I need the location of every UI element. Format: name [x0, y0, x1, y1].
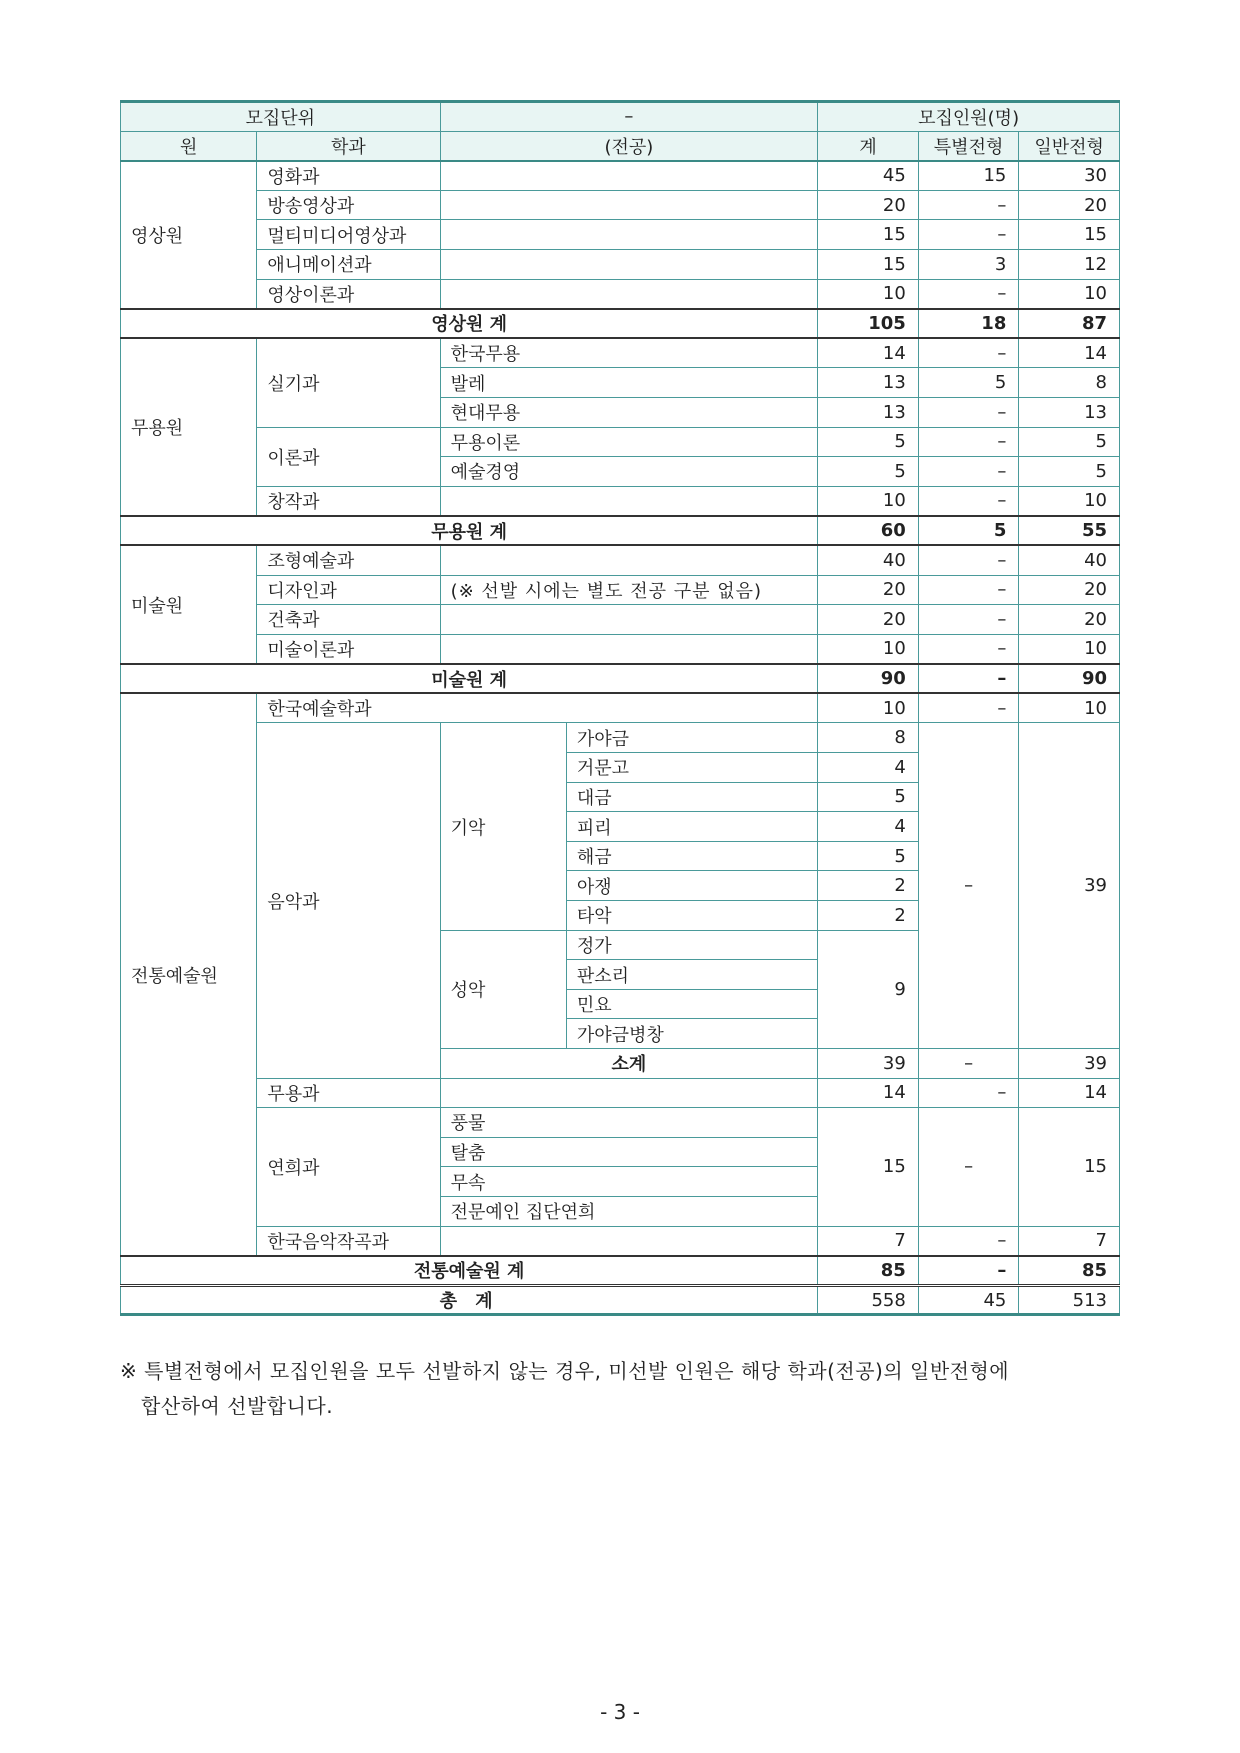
total-cell: 45: [818, 161, 919, 191]
major-cell: [440, 279, 818, 309]
header-count-group: 모집인원(명): [818, 102, 1120, 132]
total-cell: 5: [818, 782, 919, 812]
general-cell: 30: [1019, 161, 1120, 191]
header-dept: 학과: [257, 131, 440, 161]
dept-cell: 애니메이션과: [257, 249, 440, 279]
dept-cell: 한국음악작곡과: [257, 1226, 440, 1256]
dept-cell: 방송영상과: [257, 190, 440, 220]
art-sum-row: [121, 664, 1120, 694]
theater-total: 15: [818, 1108, 919, 1226]
vocal-cell: 가야금병창: [566, 1019, 817, 1049]
general-cell: 12: [1019, 249, 1120, 279]
table-header-row-2: [121, 131, 1120, 161]
general-cell: 20: [1019, 575, 1120, 605]
total-cell: 4: [818, 753, 919, 783]
special-cell: 5: [918, 368, 1019, 398]
grand-total-total: 558: [818, 1285, 919, 1315]
subtotal-general: 39: [1019, 1049, 1120, 1079]
dept-cell: 연희과: [257, 1108, 440, 1226]
instrument-cell: 거문고: [566, 753, 817, 783]
major-cell: [440, 545, 818, 575]
total-cell: 2: [818, 901, 919, 931]
dept-cell: 이론과: [257, 427, 440, 486]
table-row: [121, 279, 1120, 309]
special-cell: –: [918, 220, 1019, 250]
major-cell: 풍물: [440, 1108, 818, 1138]
special-cell: –: [918, 338, 1019, 368]
total-cell: 5: [818, 427, 919, 457]
music-special-cell: –: [918, 723, 1019, 1049]
vocal-cell: 정가: [566, 930, 817, 960]
general-cell: 10: [1019, 486, 1120, 516]
table-row: [121, 427, 1120, 457]
total-cell: 10: [818, 693, 919, 723]
table-row: [121, 161, 1120, 191]
general-cell: 10: [1019, 279, 1120, 309]
dept-cell: 한국예술학과: [257, 693, 818, 723]
dept-cell: 영상이론과: [257, 279, 440, 309]
special-cell: –: [918, 575, 1019, 605]
sum-special: –: [918, 664, 1019, 694]
major-cell: [440, 1078, 818, 1108]
vocal-cell: 판소리: [566, 960, 817, 990]
total-cell: 13: [818, 397, 919, 427]
table-row: [121, 249, 1120, 279]
theater-special: –: [918, 1108, 1019, 1226]
general-cell: 14: [1019, 1078, 1120, 1108]
sum-label: 영상원 계: [121, 309, 818, 339]
dept-cell: 음악과: [257, 723, 440, 1078]
header-total: 계: [818, 131, 919, 161]
sum-total: 105: [818, 309, 919, 339]
table-row: [121, 486, 1120, 516]
table-header-row-1: [121, 102, 1120, 132]
general-cell: 14: [1019, 338, 1120, 368]
dept-cell: 무용과: [257, 1078, 440, 1108]
major-cell: 한국무용: [440, 338, 818, 368]
general-cell: 8: [1019, 368, 1120, 398]
sum-label: 전통예술원 계: [121, 1256, 818, 1286]
dance-sum-row: [121, 516, 1120, 546]
major-cell: 탈춤: [440, 1137, 818, 1167]
special-cell: –: [918, 427, 1019, 457]
total-cell: 13: [818, 368, 919, 398]
grand-total-general: 513: [1019, 1285, 1120, 1315]
special-cell: –: [918, 397, 1019, 427]
footnote: [120, 1354, 1120, 1424]
total-cell: 14: [818, 338, 919, 368]
sum-special: 5: [918, 516, 1019, 546]
music-vocal-label: 성악: [440, 930, 566, 1048]
subtotal-label: 소계: [440, 1049, 818, 1079]
vocal-total-cell: 9: [818, 930, 919, 1048]
table-row: [121, 220, 1120, 250]
total-cell: 5: [818, 457, 919, 487]
special-cell: –: [918, 693, 1019, 723]
special-cell: –: [918, 1226, 1019, 1256]
total-cell: 7: [818, 1226, 919, 1256]
general-cell: 15: [1019, 220, 1120, 250]
table-row: [121, 605, 1120, 635]
sum-label: 미술원 계: [121, 664, 818, 694]
general-cell: 13: [1019, 397, 1120, 427]
table-row: [121, 634, 1120, 664]
table-row: [121, 545, 1120, 575]
general-cell: 5: [1019, 427, 1120, 457]
special-cell: –: [918, 1078, 1019, 1108]
total-cell: 20: [818, 190, 919, 220]
total-cell: 20: [818, 605, 919, 635]
special-cell: 15: [918, 161, 1019, 191]
trad-sum-row: [121, 1256, 1120, 1286]
school-art: 미술원: [121, 545, 257, 663]
sum-general: 55: [1019, 516, 1120, 546]
art-major-note: (※ 선발 시에는 별도 전공 구분 없음): [440, 575, 818, 605]
total-cell: 8: [818, 723, 919, 753]
total-cell: 10: [818, 279, 919, 309]
instrument-cell: 해금: [566, 841, 817, 871]
major-cell: [440, 161, 818, 191]
header-dash: –: [440, 102, 818, 132]
general-cell: 10: [1019, 634, 1120, 664]
total-cell: 14: [818, 1078, 919, 1108]
total-cell: 5: [818, 841, 919, 871]
dept-cell: 건축과: [257, 605, 440, 635]
special-cell: –: [918, 486, 1019, 516]
sum-total: 90: [818, 664, 919, 694]
table-row: [121, 1108, 1120, 1138]
dept-cell: 영화과: [257, 161, 440, 191]
dept-cell: 디자인과: [257, 575, 440, 605]
theater-general: 15: [1019, 1108, 1120, 1226]
total-cell: 20: [818, 575, 919, 605]
special-cell: –: [918, 190, 1019, 220]
sum-general: 85: [1019, 1256, 1120, 1286]
major-cell: 전문예인 집단연희: [440, 1196, 818, 1226]
general-cell: 7: [1019, 1226, 1120, 1256]
admission-quota-table: [120, 100, 1120, 1316]
page-number: - 3 -: [600, 1700, 640, 1724]
film-sum-row: [121, 309, 1120, 339]
grand-total-row: [121, 1285, 1120, 1315]
vocal-cell: 민요: [566, 989, 817, 1019]
special-cell: –: [918, 605, 1019, 635]
header-won: 원: [121, 131, 257, 161]
dept-cell: 미술이론과: [257, 634, 440, 664]
major-cell: 발레: [440, 368, 818, 398]
dept-cell: 조형예술과: [257, 545, 440, 575]
total-cell: 10: [818, 486, 919, 516]
sum-general: 87: [1019, 309, 1120, 339]
total-cell: 15: [818, 220, 919, 250]
admission-quota-table-container: [120, 100, 1120, 1316]
header-unit: 모집단위: [121, 102, 441, 132]
table-row: [121, 723, 1120, 753]
music-general-cell: 39: [1019, 723, 1120, 1049]
sum-total: 60: [818, 516, 919, 546]
total-cell: 10: [818, 634, 919, 664]
major-cell: 무용이론: [440, 427, 818, 457]
special-cell: –: [918, 279, 1019, 309]
subtotal-total: 39: [818, 1049, 919, 1079]
table-row: [121, 338, 1120, 368]
instrument-cell: 피리: [566, 812, 817, 842]
total-cell: 2: [818, 871, 919, 901]
major-cell: [440, 220, 818, 250]
special-cell: –: [918, 545, 1019, 575]
table-row: [121, 575, 1120, 605]
major-cell: [440, 1226, 818, 1256]
sum-label: 무용원 계: [121, 516, 818, 546]
major-cell: [440, 190, 818, 220]
grand-total-label: 총 계: [121, 1285, 818, 1315]
major-cell: [440, 634, 818, 664]
major-cell: [440, 605, 818, 635]
table-row: [121, 1226, 1120, 1256]
dept-cell: 실기과: [257, 338, 440, 427]
general-cell: 10: [1019, 693, 1120, 723]
general-cell: 20: [1019, 605, 1120, 635]
sum-special: 18: [918, 309, 1019, 339]
special-cell: –: [918, 634, 1019, 664]
major-cell: 현대무용: [440, 397, 818, 427]
general-cell: 5: [1019, 457, 1120, 487]
header-major: (전공): [440, 131, 818, 161]
major-cell: [440, 486, 818, 516]
sum-special: –: [918, 1256, 1019, 1286]
school-dance: 무용원: [121, 338, 257, 516]
footnote-line-2: 합산하여 선발합니다.: [141, 1394, 334, 1418]
grand-total-special: 45: [918, 1285, 1019, 1315]
table-row: [121, 693, 1120, 723]
music-inst-label: 기악: [440, 723, 566, 930]
school-film: 영상원: [121, 161, 257, 309]
dept-cell: 창작과: [257, 486, 440, 516]
total-cell: 4: [818, 812, 919, 842]
major-cell: [440, 249, 818, 279]
dept-cell: 멀티미디어영상과: [257, 220, 440, 250]
table-row: [121, 1078, 1120, 1108]
footnote-line-1: ※ 특별전형에서 모집인원을 모두 선발하지 않는 경우, 미선발 인원은 해당 학과(전공)의 일반전형에: [120, 1359, 1010, 1383]
major-cell: 예술경영: [440, 457, 818, 487]
instrument-cell: 아쟁: [566, 871, 817, 901]
table-row: [121, 190, 1120, 220]
major-cell: 무속: [440, 1167, 818, 1197]
special-cell: 3: [918, 249, 1019, 279]
header-special: 특별전형: [918, 131, 1019, 161]
sum-general: 90: [1019, 664, 1120, 694]
subtotal-special: –: [918, 1049, 1019, 1079]
general-cell: 40: [1019, 545, 1120, 575]
school-trad: 전통예술원: [121, 693, 257, 1255]
sum-total: 85: [818, 1256, 919, 1286]
special-cell: –: [918, 457, 1019, 487]
general-cell: 20: [1019, 190, 1120, 220]
header-general: 일반전형: [1019, 131, 1120, 161]
total-cell: 40: [818, 545, 919, 575]
instrument-cell: 타악: [566, 901, 817, 931]
instrument-cell: 대금: [566, 782, 817, 812]
total-cell: 15: [818, 249, 919, 279]
instrument-cell: 가야금: [566, 723, 817, 753]
